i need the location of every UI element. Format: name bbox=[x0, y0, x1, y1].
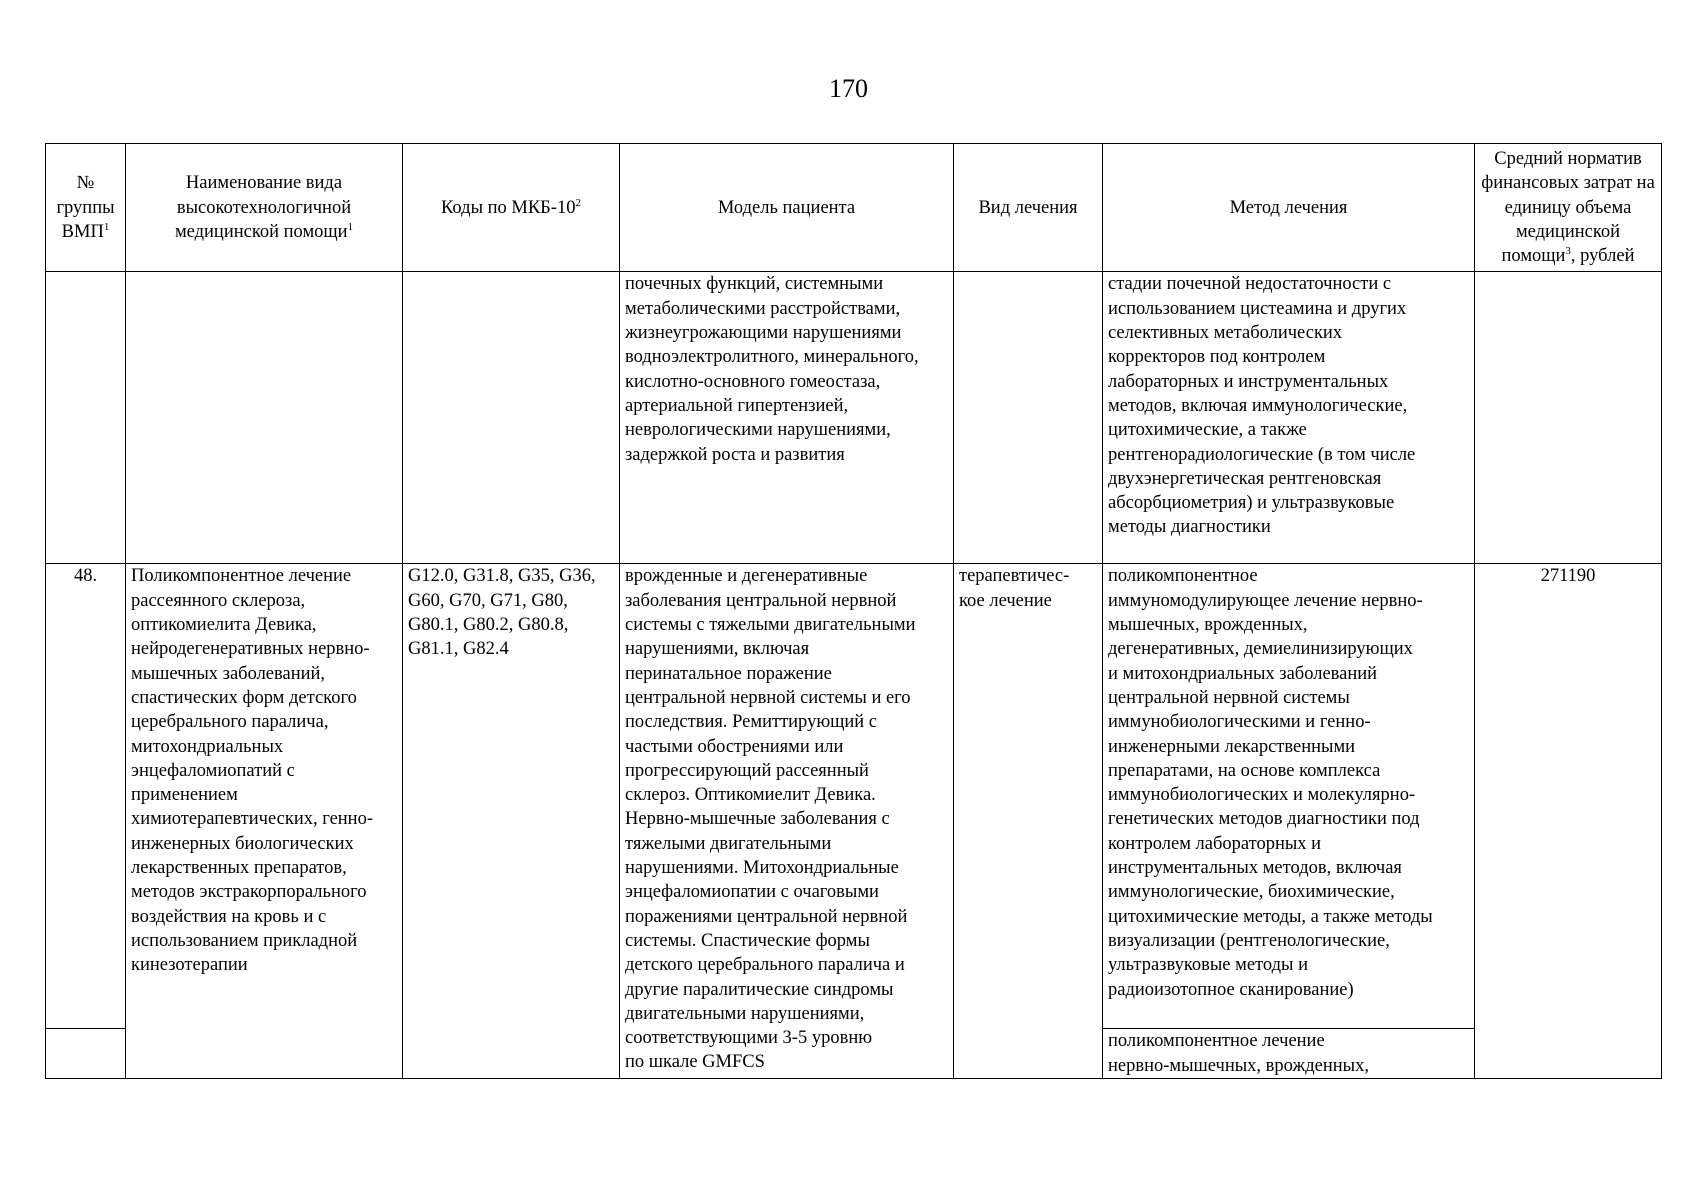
table-row bbox=[46, 564, 1662, 1029]
patient-model-cell: врожденные и дегенеративные заболевания центральной нервной системы с тяжелыми двигательными нарушениями, включая перинатальное поражение центральной нервной системы и его последствия. Ремиттирующий с частыми обострениями или прогрессирующий рассеянный склероз. Оптикомиелит Девика. Нервно-мышечные заболевания с тяжелыми двигательными нарушениями. Митохондриальные энцефаломиопатии с очаговыми поражениями центральной нервной системы. Спастические формы детского церебрального паралича и другие паралитические синдромы двигательными нарушениями, соответствующими 3-5 уровню по шкале GMFCS bbox=[620, 564, 954, 1079]
treatment-method-cell: поликомпонентное иммуномодулирующее лечение нервно- мышечных, врожденных, дегенеративных, демиелинизирующих и митохондриальных заболеваний центральной нервной системы иммунобиологическими и генно- инженерными лекарственными препаратами, на основе комплекса иммунобиологических и молекулярно- генетических методов диагностики под контролем лабораторных и инструментальных методов, включая иммунологические, биохимические, цитохимические методы, а также методы визуализации (рентгенологические, ультразвуковые методы и радиоизотопное сканирование) bbox=[1103, 564, 1475, 1029]
treatment-method-cell: стадии почечной недостаточности с использованием цистеамина и других селективных метаболических корректоров под контролем лабораторных и инструментальных методов, включая иммунологические, цитохимические, а также рентгенорадиологические (в том числе двухэнергетическая рентгеновская абсорбциометрия) и ультразвуковые методы диагностики bbox=[1103, 272, 1475, 564]
header-care-name: Наименование вида высокотехнологичной медицинской помощи$^1$ bbox=[126, 144, 403, 272]
care-name-cell bbox=[126, 272, 403, 564]
table-header-row bbox=[46, 144, 1662, 272]
cost-cell: 271190 bbox=[1475, 564, 1662, 1079]
care-name-cell: Поликомпонентное лечение рассеянного склероза, оптикомиелита Девика, нейродегенеративных нервно- мышечных заболеваний, спастических форм детского церебрального паралича, митохондриальных энцефаломиопатий с применением химиотерапевтических, генно- инженерных биологических лекарственных препаратов, методов экстракорпорального воздействия на кровь и с использованием прикладной кинезотерапии bbox=[126, 564, 403, 1079]
group-number-cell: 48. bbox=[46, 564, 126, 1029]
header-group-number: № группы ВМП$^1$ bbox=[46, 144, 126, 272]
treatment-type-cell bbox=[954, 272, 1103, 564]
header-cost-standard: Средний норматив финансовых затрат на единицу объема медицинской помощи$^3$, рублей bbox=[1475, 144, 1662, 272]
table-row bbox=[46, 272, 1662, 564]
icd-codes-cell bbox=[403, 272, 620, 564]
treatment-type-cell: терапевтичес- кое лечение bbox=[954, 564, 1103, 1079]
header-treatment-type: Вид лечения bbox=[954, 144, 1103, 272]
header-icd-codes: Коды по МКБ-$10^2$ bbox=[403, 144, 620, 272]
medical-care-table bbox=[45, 143, 1662, 1079]
header-treatment-method: Метод лечения bbox=[1103, 144, 1475, 272]
header-patient-model: Модель пациента bbox=[620, 144, 954, 272]
page-number: 170 bbox=[829, 74, 868, 103]
patient-model-cell: почечных функций, системными метаболическими расстройствами, жизнеугрожающими нарушениями водноэлектролитного, минерального, кислотно-основного гомеостаза, артериальной гипертензией, неврологическими нарушениями, задержкой роста и развития bbox=[620, 272, 954, 564]
group-number-cell bbox=[46, 272, 126, 564]
group-number-cell bbox=[46, 1029, 126, 1079]
icd-codes-cell: G12.0, G31.8, G35, G36, G60, G70, G71, G80, G80.1, G80.2, G80.8, G81.1, G82.4 bbox=[403, 564, 620, 1079]
treatment-method-cell: поликомпонентное лечение нервно-мышечных, врожденных, bbox=[1103, 1029, 1475, 1079]
cost-cell bbox=[1475, 272, 1662, 564]
